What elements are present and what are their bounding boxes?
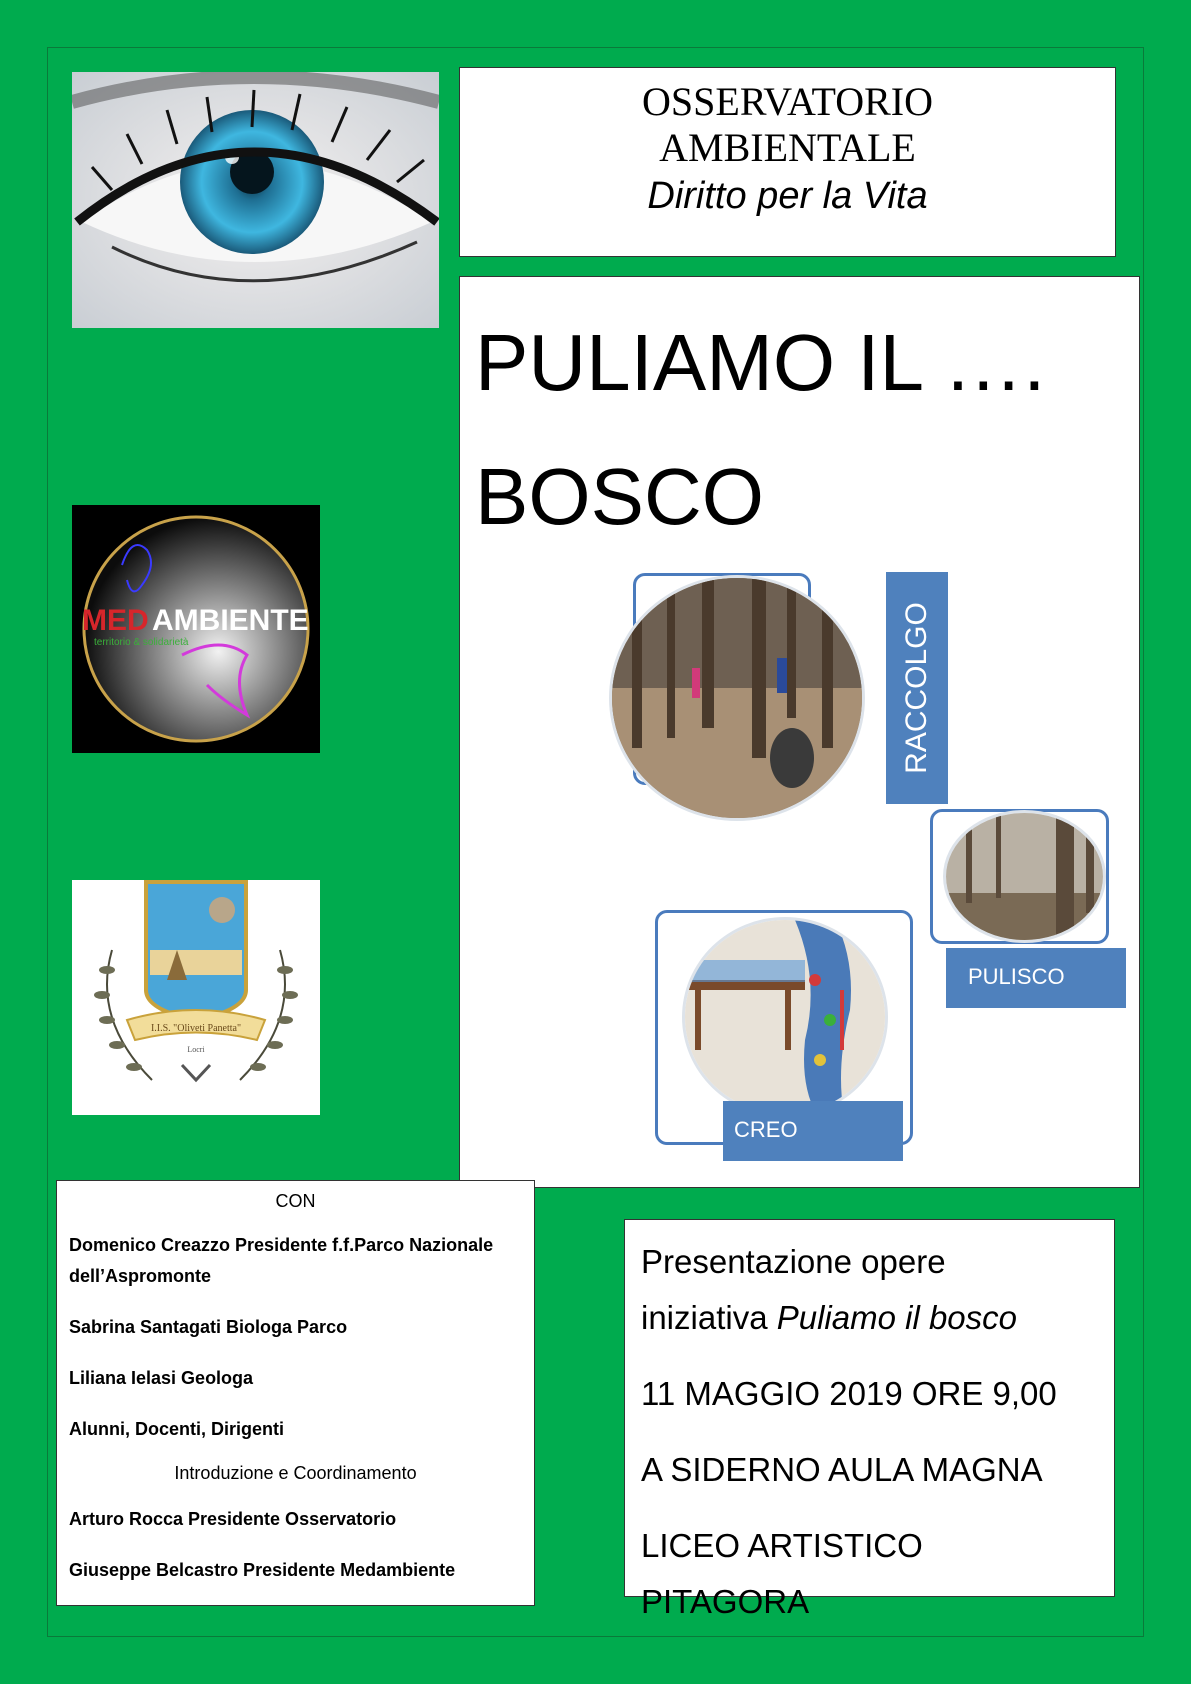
event-place: A SIDERNO AULA MAGNA bbox=[641, 1451, 1043, 1488]
coordinator-belcastro: Giuseppe Belcastro Presidente Medambiente bbox=[69, 1560, 456, 1580]
label-raccolgo-text: RACCOLGO bbox=[900, 602, 933, 774]
title-line2: BOSCO bbox=[475, 452, 764, 541]
event-initiative-prefix: iniziativa bbox=[641, 1299, 777, 1336]
logo-text-med: MED bbox=[82, 604, 149, 637]
label-pulisco: PULISCO bbox=[946, 948, 1126, 1008]
header-subtitle: Diritto per la Vita bbox=[647, 175, 928, 217]
photo-bottle-sculpture bbox=[682, 917, 888, 1117]
label-raccolgo bbox=[886, 572, 948, 804]
event-date: 11 MAGGIO 2019 ORE 9,00 bbox=[641, 1375, 1057, 1412]
participants-box bbox=[56, 1180, 535, 1606]
header-org-line2: AMBIENTALE bbox=[659, 125, 916, 170]
title-line1: PULIAMO IL …. bbox=[475, 318, 1046, 407]
event-initiative-name: Puliamo il bosco bbox=[776, 1299, 1018, 1336]
eye-image bbox=[72, 72, 439, 328]
page-title bbox=[475, 296, 1046, 564]
logo-tagline: territorio & solidarietà bbox=[94, 637, 189, 648]
participant-santagati: Sabrina Santagati Biologa Parco bbox=[69, 1317, 348, 1337]
photo-forest-path bbox=[943, 810, 1106, 943]
event-info-box bbox=[624, 1219, 1115, 1620]
participant-students: Alunni, Docenti, Dirigenti bbox=[69, 1419, 284, 1439]
event-initiative-line bbox=[641, 1290, 1098, 1346]
logo-text-ambiente: AMBIENTE bbox=[152, 604, 309, 637]
coordinator-rocca: Arturo Rocca Presidente Osservatorio bbox=[69, 1509, 397, 1529]
participant-creazzo: Domenico Creazzo Presidente f.f.Parco Nazionale dell’Aspromonte bbox=[69, 1235, 494, 1286]
intro-coordination-label: Introduzione e Coordinamento bbox=[174, 1463, 417, 1483]
label-creo: CREO bbox=[723, 1101, 903, 1161]
participant-ielasi: Liliana Ielasi Geologa bbox=[69, 1368, 254, 1388]
crest-city-text: Locri bbox=[187, 1045, 205, 1054]
event-school: LICEO ARTISTICO PITAGORA bbox=[641, 1527, 923, 1620]
header-box bbox=[459, 67, 1116, 257]
crest-scroll-text: I.I.S. "Oliveti Panetta" bbox=[150, 1023, 242, 1034]
medambiente-logo bbox=[72, 505, 320, 753]
event-presentation-line: Presentazione opere bbox=[641, 1243, 946, 1280]
header-org-line1: OSSERVATORIO bbox=[642, 79, 933, 124]
participants-heading: CON bbox=[275, 1191, 316, 1211]
photo-forest-cleanup bbox=[609, 575, 865, 821]
school-crest-logo bbox=[72, 880, 320, 1115]
